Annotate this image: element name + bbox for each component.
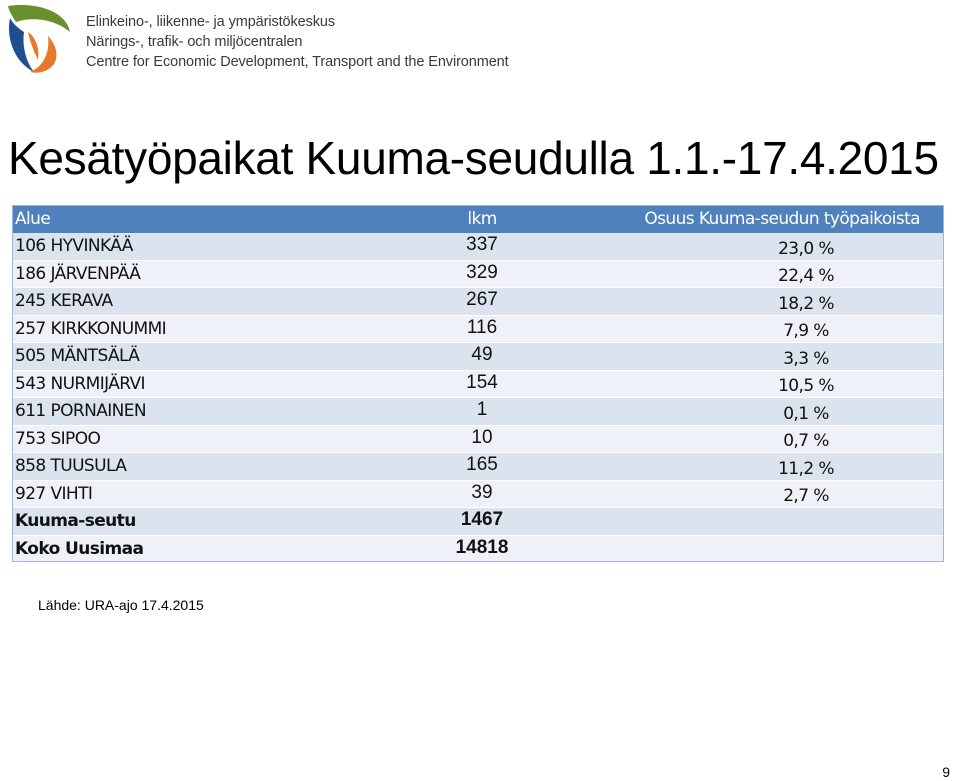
page-title: Kesätyöpaikat Kuuma-seudulla 1.1.-17.4.2015 bbox=[8, 132, 939, 184]
org-line-fi: Elinkeino-, liikenne- ja ympäristökeskus bbox=[86, 14, 336, 30]
cell-area: 186 JÄRVENPÄÄ bbox=[12, 260, 352, 288]
table-row bbox=[12, 453, 944, 481]
table-total-row bbox=[12, 508, 944, 536]
cell-area: 543 NURMIJÄRVI bbox=[12, 370, 352, 398]
source-note: Lähde: URA-ajo 17.4.2015 bbox=[38, 597, 204, 613]
cell-area: 505 MÄNTSÄLÄ bbox=[12, 343, 352, 371]
ely-logo-icon bbox=[4, 2, 74, 74]
cell-share: 22,4 % bbox=[612, 260, 944, 288]
table-row bbox=[12, 315, 944, 343]
cell-count: 49 bbox=[352, 343, 612, 371]
ely-logo bbox=[4, 2, 74, 74]
cell-share bbox=[612, 508, 944, 536]
table-row bbox=[12, 343, 944, 371]
cell-count: 116 bbox=[352, 315, 612, 343]
cell-area: Koko Uusimaa bbox=[12, 535, 352, 563]
cell-area: Kuuma-seutu bbox=[12, 508, 352, 536]
cell-count: 337 bbox=[352, 233, 612, 261]
cell-count: 154 bbox=[352, 370, 612, 398]
cell-area: 753 SIPOO bbox=[12, 425, 352, 453]
table-row bbox=[12, 370, 944, 398]
logo-blue-shape bbox=[9, 18, 34, 72]
cell-share: 18,2 % bbox=[612, 288, 944, 316]
cell-area: 106 HYVINKÄÄ bbox=[12, 233, 352, 261]
cell-count: 39 bbox=[352, 480, 612, 508]
table-row bbox=[12, 425, 944, 453]
cell-count: 267 bbox=[352, 288, 612, 316]
column-header-area: Alue bbox=[12, 205, 352, 233]
cell-count: 1 bbox=[352, 398, 612, 426]
table-row bbox=[12, 398, 944, 426]
cell-count: 329 bbox=[352, 260, 612, 288]
column-header-count: lkm bbox=[352, 205, 612, 233]
column-header-share: Osuus Kuuma-seudun työpaikoista bbox=[612, 205, 944, 233]
organization-name bbox=[86, 12, 509, 72]
cell-area: 927 VIHTI bbox=[12, 480, 352, 508]
table-row bbox=[12, 260, 944, 288]
cell-share: 0,7 % bbox=[612, 425, 944, 453]
table-row bbox=[12, 233, 944, 261]
cell-count: 165 bbox=[352, 453, 612, 481]
page-number: 9 bbox=[942, 764, 950, 780]
table-header-row bbox=[12, 205, 944, 233]
cell-share: 0,1 % bbox=[612, 398, 944, 426]
cell-area: 245 KERAVA bbox=[12, 288, 352, 316]
cell-area: 858 TUUSULA bbox=[12, 453, 352, 481]
cell-share: 10,5 % bbox=[612, 370, 944, 398]
cell-share: 7,9 % bbox=[612, 315, 944, 343]
table-row bbox=[12, 480, 944, 508]
data-table bbox=[12, 205, 944, 563]
cell-count: 14818 bbox=[352, 535, 612, 563]
org-line-sv: Närings-, trafik- och miljöcentralen bbox=[86, 34, 303, 50]
cell-share bbox=[612, 535, 944, 563]
table-total-row bbox=[12, 535, 944, 563]
cell-share: 11,2 % bbox=[612, 453, 944, 481]
table-row bbox=[12, 288, 944, 316]
cell-area: 257 KIRKKONUMMI bbox=[12, 315, 352, 343]
summer-jobs-table bbox=[12, 205, 944, 563]
org-line-en: Centre for Economic Development, Transport and the Environment bbox=[86, 54, 509, 70]
cell-count: 1467 bbox=[352, 508, 612, 536]
logo-orange-shape-inner bbox=[28, 32, 38, 60]
cell-share: 3,3 % bbox=[612, 343, 944, 371]
cell-count: 10 bbox=[352, 425, 612, 453]
cell-area: 611 PORNAINEN bbox=[12, 398, 352, 426]
cell-share: 23,0 % bbox=[612, 233, 944, 261]
cell-share: 2,7 % bbox=[612, 480, 944, 508]
